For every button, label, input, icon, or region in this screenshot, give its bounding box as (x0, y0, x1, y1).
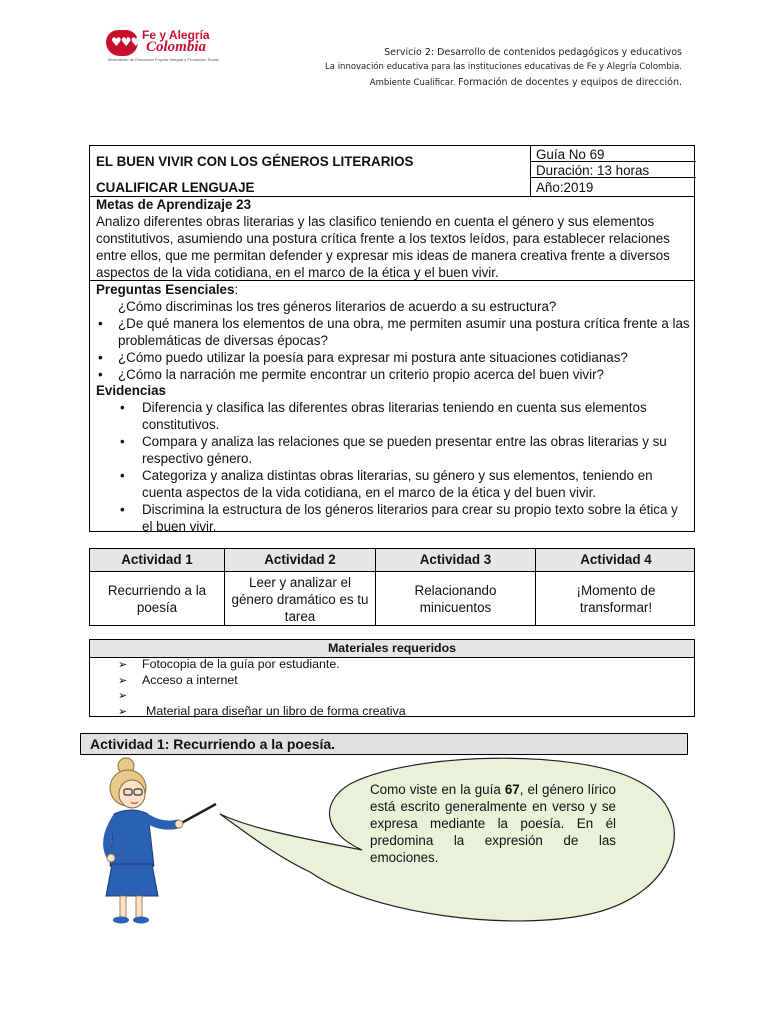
activity-column (535, 549, 696, 625)
list-item: ➢ Acceso a internet (118, 673, 406, 689)
activity-body-line: Recurriendo a la (107, 583, 207, 598)
list-item: • ¿Cómo puedo utilizar la poesía para expresar mi postura ante situaciones cotidianas? (96, 349, 690, 366)
list-item: ➢ Material para diseñar un libro de forma creativa (118, 704, 406, 720)
list-item: ➢ Fotocopia de la guía por estudiante. (118, 657, 406, 673)
preguntas-list (96, 298, 690, 383)
guide-subtitle: CUALIFICAR LENGUAJE (96, 180, 255, 195)
activity-body-line: minicuentos (419, 600, 492, 615)
bubble-guide-number: 67 (504, 782, 520, 797)
activity-body-line: poesía (136, 600, 178, 615)
preguntas-section (96, 281, 690, 383)
guide-number: Guía No 69 (531, 146, 696, 162)
list-item: • ¿De qué manera los elementos de una obra, me permiten asumir una postura crítica frente a las problemáticas de diversas épocas? (96, 315, 690, 349)
activity-body-line: Leer y analizar el (249, 574, 351, 590)
list-item: • Compara y analiza las relaciones que se pueden presentar entre las obras literarias y su respectivo género. (96, 433, 690, 467)
list-item: • Discrimina la estructura de los géneros literarios para crear su propio texto sobre la ética y el buen vivir. (96, 501, 690, 535)
activity-header: Actividad 3 (419, 552, 492, 567)
logo-hearts-icon: ♥♥♥ (106, 30, 138, 56)
logo-main-text: Colombia (146, 39, 207, 55)
metas-text: Analizo diferentes obras literarias y las clasifico teniendo en cuenta el género y sus elementos constitutivos, asumiendo una postura crítica frente a los textos leídos, para establecer relaciones entre ellos, que me permitan defender y expresar mis ideas de manera creativa frente a diversos aspectos de la vida cotidiana, en el marco de la ética y el buen vivir. (96, 214, 670, 280)
bubble-text-part: , el género lírico está escrito generalmente en verso y se expresa mediante la poesía. En él predomina la expresión de las emociones. (370, 782, 617, 865)
activity-body-line: transformar! (579, 600, 653, 615)
activity-body-line: ¡Momento de (576, 583, 656, 598)
list-item: • Diferencia y clasifica las diferentes obras literarias teniendo en cuenta sus elementos constitutivos. (96, 399, 690, 433)
activity-body-line: tarea (284, 608, 316, 624)
preguntas-heading-row: Preguntas Esenciales: (96, 282, 239, 297)
guide-info-table (89, 145, 695, 532)
fe-y-alegria-logo (106, 28, 219, 68)
activity-body (536, 572, 696, 626)
materials-table (89, 639, 695, 717)
activity-body (90, 572, 224, 626)
title-cell (90, 146, 531, 196)
activity-body (376, 572, 535, 626)
materials-heading: Materiales requeridos (90, 640, 694, 658)
header-innovation-line: La innovación educativa para las instituciones educativas de Fe y Alegría Colombia. (325, 62, 682, 72)
activity-body-line: Relacionando (414, 583, 497, 598)
materials-list (118, 657, 406, 719)
activity-header: Actividad 4 (580, 552, 652, 567)
speech-bubble-text (370, 781, 616, 866)
activity-header: Actividad 2 (264, 552, 336, 567)
list-item: • Categoriza y analiza distintas obras literarias, su género y sus elementos, teniendo en cuenta aspectos de la vida cotidiana, en el marco de la ética y del buen vivir. (96, 467, 690, 501)
guide-duration: Duración: 13 horas (531, 162, 696, 178)
evidencias-list (96, 399, 690, 535)
list-item: ¿Cómo discriminas los tres géneros literarios de acuerdo a su estructura? (118, 299, 557, 314)
activity1-title: Actividad 1: Recurriendo a la poesía. (80, 733, 688, 755)
list-item: • ¿Cómo la narración me permite encontrar un criterio propio acerca del buen vivir? (96, 366, 690, 383)
list-item (118, 688, 406, 704)
activity-column (90, 549, 224, 625)
activity-body (225, 572, 375, 626)
guide-title: EL BUEN VIVIR CON LOS GÉNEROS LITERARIOS (96, 154, 414, 169)
header-formacion-text: Formación de docentes y equipos de dirección. (458, 77, 682, 88)
evidencias-heading: Evidencias (96, 383, 166, 398)
guide-year: Año:2019 (536, 180, 594, 195)
preguntas-heading: Preguntas Esenciales (96, 282, 235, 297)
activities-table (89, 548, 695, 626)
metas-heading: Metas de Aprendizaje 23 (96, 197, 252, 212)
guide-meta-cell (531, 146, 696, 196)
activity-header: Actividad 1 (121, 552, 193, 567)
activity-column (224, 549, 375, 625)
header-ambiente-line (370, 77, 682, 88)
header-ambiente-text: Ambiente Cualificar. (369, 78, 456, 88)
activity-column (375, 549, 535, 625)
metas-section (96, 196, 690, 281)
bubble-text-part: Como viste en la guía (370, 782, 505, 797)
header-service-line: Servicio 2: Desarrollo de contenidos pedagógicos y educativos (384, 47, 682, 58)
logo-tagline: Movimiento de Educación Popular Integral y Promoción Social (108, 57, 219, 62)
evidencias-section (96, 382, 690, 535)
logo-top-text: Fe y Alegría (142, 28, 210, 42)
activity-body-line: género dramático es tu (231, 591, 369, 607)
